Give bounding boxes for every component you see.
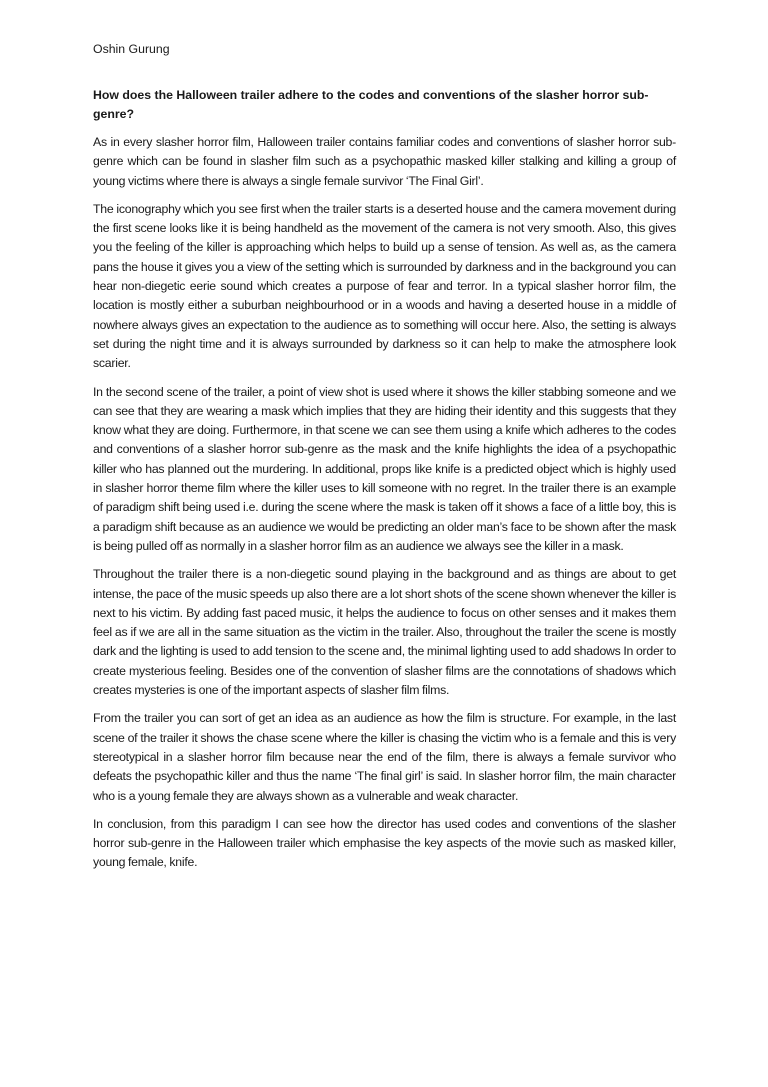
paragraph-intro: As in every slasher horror film, Halloween trailer contains familiar codes and conventions of slasher horror sub-genre which can be found in slasher film such as a psychopathic masked killer stalking and killing a group of young victims where there is always a single female survivor ‘The Final Girl’. — [93, 135, 676, 188]
document-page — [93, 40, 676, 882]
paragraph-conclusion: In conclusion, from this paradigm I can see how the director has used codes and conventions of the slasher horror sub-genre in the Halloween trailer which emphasise the key aspects of the movie such as masked killer, young female, knife. — [93, 816, 676, 870]
paragraph-iconography: The iconography which you see first when the trailer starts is a deserted house and the camera movement during the first scene looks like it is being handheld as the movement of the camera is not very smooth. Also, this gives you the feeling of the killer is approaching which helps to build up a sense of tension. As well as, as the camera pans the house it gives you a view of the setting which is surrounded by darkness and in the background you can hear non-diegetic eerie sound which creates a purpose of fear and terror. In a typical slasher horror film, the location is mostly either a suburban neighbourhood or in a woods and having a deserted house in a middle of nowhere always gives an expectation to the audience as to something will occur here. Also, the setting is always set during the night time and it is always surrounded by darkness so it can help to make the atmosphere look scarier. — [93, 201, 676, 371]
document-title: How does the Halloween trailer adhere to the codes and conventions of the slasher horror sub-genre? — [93, 88, 649, 121]
paragraph-second-scene: In the second scene of the trailer, a point of view shot is used where it shows the killer stabbing someone and we can see that they are wearing a mask which implies that they are hiding their identity and this suggests that they know what they are doing. Furthermore, in that scene we can see them using a knife which adheres to the codes and conventions of a slasher horror sub-genre as the mask and the knife highlights the idea of a psychopathic killer who has planned out the murdering. In additional, props like knife is a predicted object which is highly used in slasher horror theme film where the killer uses to kill someone with no regret. In the trailer there is an example of paradigm shift being used i.e. during the scene where the mask is taken off it shows a face of a little boy, this is a paradigm shift because as an audience we would be predicting an older man’s face to be shown after the mask is being pulled off as normally in a slasher horror film as an audience we always see the killer in a mask. — [93, 384, 676, 553]
paragraph-structure: From the trailer you can sort of get an idea as an audience as how the film is structure. For example, in the last scene of the trailer it shows the chase scene where the killer is chasing the victim who is a female and this is very stereotypical in a slasher horror film because near the end of the film, there is always a female survivor who defeats the psychopathic killer and thus the name ‘The final girl’ is said. In slasher horror film, the main character who is a young female they are always shown as a vulnerable and weak character. — [93, 711, 676, 803]
paragraph-sound: Throughout the trailer there is a non-diegetic sound playing in the background and as things are about to get intense, the pace of the music speeds up also there are a lot short shots of the scene shown whenever the killer is next to his victim. By adding fast paced music, it helps the audience to focus on other senses and it makes them feel as if we are all in the same situation as the victim in the trailer. Also, throughout the trailer the scene is mostly dark and the lighting is used to add tension to the scene and, the minimal lighting used to add shadows In order to create mysterious feeling. Besides one of the convention of slasher films are the connotations of shadows which creates mysteries is one of the important aspects of slasher film films. — [93, 567, 676, 698]
author-name: Oshin Gurung — [93, 42, 170, 56]
